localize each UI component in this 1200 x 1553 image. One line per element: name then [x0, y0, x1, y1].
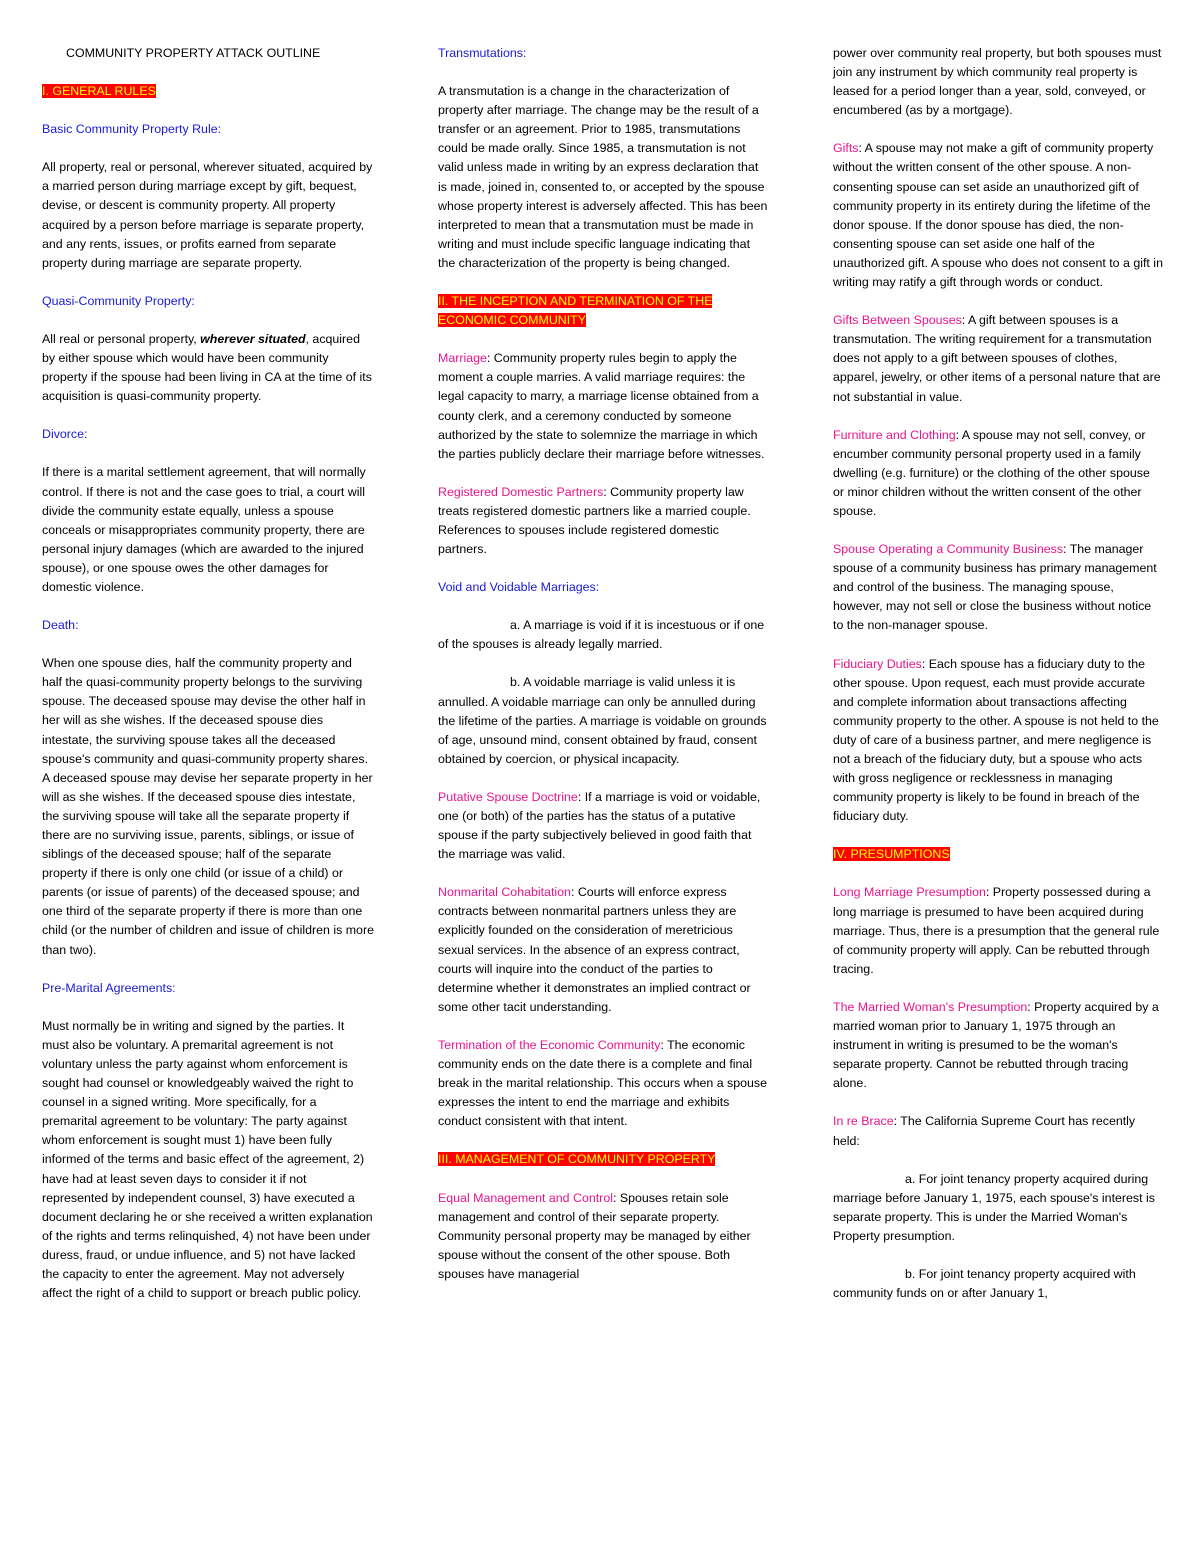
- paragraph-basic-rule: All property, real or personal, wherever situated, acquired by a married person during marriage except by gift, bequest, devise, or descent is community property. All property acquired by a person before marriage is separate property, and any rents, issues, or profits earned from separate property during marriage are separate property.: [42, 160, 373, 270]
- term-text: : Spouses retain sole management and control of their separate property. Community personal property may be managed by either spouse without the consent of the other spouse. Both spouses have managerial: [438, 1190, 751, 1281]
- term-label: Long Marriage Presumption: [833, 885, 986, 900]
- paragraph-marriage: [438, 349, 770, 464]
- term-text: : Community property law treats registered domestic partners like a married couple. References to spouses include registered domestic partners.: [438, 484, 751, 557]
- paragraph-void-b: b. A voidable marriage is valid unless it is annulled. A voidable marriage can only be annulled during the lifetime of the parties. A marriage is voidable on grounds of age, unsound mind, consent obtained by fraud, consent obtained by coercion, or physical incapacity.: [438, 675, 767, 766]
- paragraph-transmutations: A transmutation is a change in the characterization of property after marriage. The change may be the result of a transfer or an agreement. Prior to 1985, transmutations could be made orally. Since 1985, a transmutation is not valid unless made in writing by an express declaration that is made, joined in, consented to, or accepted by the spouse whose property interest is adversely affected. This has been interpreted to mean that a transmutation must be made in writing and must include specific language indicating that the characterization of the property is being changed.: [438, 84, 768, 270]
- subheading-void: Void and Voidable Marriages:: [438, 580, 600, 595]
- section-label: I. GENERAL RULES: [42, 84, 156, 99]
- section-label: IV. PRESUMPTIONS: [833, 847, 950, 862]
- paragraph-long-marriage: [833, 883, 1163, 978]
- paragraph-premarital: Must normally be in writing and signed by the parties. It must also be voluntary. A premarital agreement is not voluntary unless the party against whom enforcement is sought had counsel or knowledgeably waived the right to counsel in a signed writing. More specifically, for a premarital agreement to be voluntary: The party against whom enforcement is sought must 1) have been fully informed of the terms and basic effect of the agreement, 2) have had at least seven days to consider it if not represented by independent counsel, 3) have executed a document declaring he or she received a written explanation of the rights and terms relinquished, 4) not have been under duress, fraud, or undue influence, and 5) not have lacked the capacity to enter the agreement. May not adversely affect the right of a child to support or breach public policy.: [42, 1018, 373, 1301]
- term-text: : A spouse may not make a gift of community property without the written consent of the other spouse. A non-consenting spouse can set aside an unauthorized gift of community property in its entirety during the lifetime of the donor spouse. If the donor spouse has died, the non-consenting spouse can set aside one half of the unauthorized gift. A spouse who does not consent to a gift in writing may ratify a gift through words or conduct.: [833, 141, 1163, 290]
- paragraph-putative: [438, 788, 770, 864]
- emphasis-text: wherever situated: [200, 331, 306, 346]
- paragraph-in-re-brace: [833, 1112, 1163, 1150]
- paragraph-continued: power over community real property, but both spouses must join any instrument by which community real property is leased for a period longer than a year, sold, conveyed, or encumbered (as by a mortgage).: [833, 46, 1162, 118]
- term-label: Nonmarital Cohabitation: [438, 885, 571, 900]
- term-text: : The manager spouse of a community business has primary management and control of the business. The managing spouse, however, may not sell or close the business without notice to the non-manager spouse.: [833, 542, 1157, 633]
- section-heading-general-rules: [42, 82, 374, 101]
- term-text: : Community property rules begin to apply the moment a couple marries. A valid marriage requires: the legal capacity to marry, a marriage license obtained from a county clerk, and a ceremony conducted by someone authorized by the state to solemnize the marriage in which the parties publicly declare their marriage before witnesses.: [438, 351, 765, 461]
- term-text: : Property possessed during a long marriage is presumed to have been acquired during marriage. Thus, there is a presumption that the general rule of community property will apply. Can be rebutted through tracing.: [833, 885, 1160, 976]
- paragraph-equal-management: [438, 1189, 770, 1284]
- paragraph-fiduciary: [833, 655, 1163, 827]
- paragraph-business: [833, 540, 1163, 635]
- subheading-quasi-community: Quasi-Community Property:: [42, 293, 195, 308]
- subheading-basic-rule: Basic Community Property Rule:: [42, 122, 222, 137]
- paragraph-divorce: If there is a marital settlement agreement, that will normally control. If there is not and the case goes to trial, a court will divide the community estate equally, unless a spouse conceals or misappropriates community property, there are personal injury damages (which are awarded to the injured spouse), or one spouse owes the other damages for domestic violence.: [42, 465, 366, 594]
- section-heading-management: [438, 1150, 770, 1169]
- document-title: COMMUNITY PROPERTY ATTACK OUTLINE: [66, 46, 321, 60]
- term-label: In re Brace: [833, 1114, 894, 1129]
- paragraph-rdp: [438, 483, 770, 559]
- column-1: [42, 44, 374, 1322]
- subheading-divorce: Divorce:: [42, 427, 88, 442]
- term-label: Furniture and Clothing: [833, 427, 956, 442]
- text-part: All real or personal property,: [42, 331, 201, 346]
- term-text: : The economic community ends on the date there is a complete and final break in the marital relationship. This occurs when a spouse expresses the intent to end the marriage and exhibits conduct consistent with that intent.: [438, 1037, 767, 1129]
- paragraph-quasi-community: [42, 330, 374, 406]
- column-2: [438, 44, 770, 1303]
- term-text: : The California Supreme Court has recently held:: [833, 1114, 1136, 1148]
- term-label: Equal Management and Control: [438, 1190, 613, 1205]
- paragraph-nonmarital: [438, 883, 770, 1017]
- paragraph-termination: [438, 1036, 770, 1131]
- term-text: : Property acquired by a married woman prior to January 1, 1975 through an instrument in writing is presumed to be the woman's separate property. Cannot be rebutted through tracing alone.: [833, 999, 1159, 1091]
- section-label: II. THE INCEPTION AND TERMINATION OF THE ECONOMIC COMMUNITY: [438, 294, 713, 328]
- term-text: : A spouse may not sell, convey, or encumber community personal property used in a family dwelling (e.g. furniture) or the clothing of the other spouse or minor children without the written consent of the other spouse.: [833, 427, 1150, 518]
- section-heading-inception: [438, 292, 770, 330]
- section-label: III. MANAGEMENT OF COMMUNITY PROPERTY: [438, 1152, 716, 1167]
- term-text: : Each spouse has a fiduciary duty to the other spouse. Upon request, each must provide accurate and complete information about transactions affecting community property to the other. A spouse is not held to the duty of care of a business partner, and mere negligence is not a breach of the fiduciary duty, but a spouse who acts with gross negligence or recklessness in managing community property is likely to be found in breach of the fiduciary duty.: [833, 656, 1159, 824]
- term-label: Gifts: [833, 141, 859, 156]
- subheading-premarital: Pre-Marital Agreements:: [42, 980, 176, 995]
- paragraph-gifts-between-spouses: [833, 311, 1163, 406]
- term-label: Registered Domestic Partners: [438, 484, 604, 499]
- paragraph-death: When one spouse dies, half the community property and half the quasi-community property belongs to the surviving spouse. The deceased spouse may devise the other half in her will as she wishes. If the deceased spouse dies intestate, the surviving spouse takes all the deceased spouse's community and quasi-community property shares. A deceased spouse may devise her separate property in her will as she wishes. If the deceased spouse dies intestate, the surviving spouse will take all the separate property if there are no surviving issue, parents, siblings, or issue of siblings of the deceased spouse; half of the separate property if there is only one child (or issue of a child) or parents (or issue of parents) of the deceased spouse; and one third of the separate property if there is more than one child (or the number of children and issue of children is more than two).: [42, 656, 374, 957]
- term-label: Fiduciary Duties: [833, 656, 922, 671]
- section-heading-presumptions: [833, 845, 1163, 864]
- paragraph-void-a: a. A marriage is void if it is incestuous or if one of the spouses is already legally married.: [438, 618, 765, 652]
- subheading-death: Death:: [42, 618, 79, 633]
- subheading-transmutations: Transmutations:: [438, 46, 527, 60]
- term-label: Termination of the Economic Community: [438, 1037, 661, 1052]
- text-part: , acquired by either spouse which would have been community property if the spouse had been living in CA at the time of its acquisition is quasi-community property.: [42, 331, 372, 404]
- term-text: : If a marriage is void or voidable, one (or both) of the parties has the status of a putative spouse if the party subjectively believed in good faith that the marriage was valid.: [438, 789, 761, 862]
- term-label: Gifts Between Spouses: [833, 313, 962, 328]
- paragraph-furniture: [833, 426, 1163, 521]
- paragraph-married-woman: [833, 998, 1163, 1093]
- term-text: : A gift between spouses is a transmutation. The writing requirement for a transmutation does not apply to a gift between spouses of clothes, apparel, jewelry, or other items of a personal nature that are not substantial in value.: [833, 313, 1161, 404]
- paragraph-brace-a: a. For joint tenancy property acquired during marriage before January 1, 1975, each spouse's interest is separate property. This is under the Married Woman's Property presumption.: [833, 1171, 1155, 1243]
- paragraph-gifts: [833, 139, 1163, 292]
- term-label: Marriage: [438, 351, 487, 366]
- paragraph-brace-b: b. For joint tenancy property acquired with community funds on or after January 1,: [833, 1266, 1136, 1301]
- term-text: : Courts will enforce express contracts between nonmarital partners unless they are explicitly founded on the consideration of meretricious sexual services. In the absence of an express contract, courts will inquire into the conduct of the parties to determine whether it demonstrates an implied contract or some other tacit understanding.: [438, 885, 751, 1014]
- term-label: Putative Spouse Doctrine: [438, 789, 578, 804]
- term-label: The Married Woman's Presumption: [833, 999, 1028, 1014]
- column-3: [833, 44, 1163, 1322]
- term-label: Spouse Operating a Community Business: [833, 542, 1064, 557]
